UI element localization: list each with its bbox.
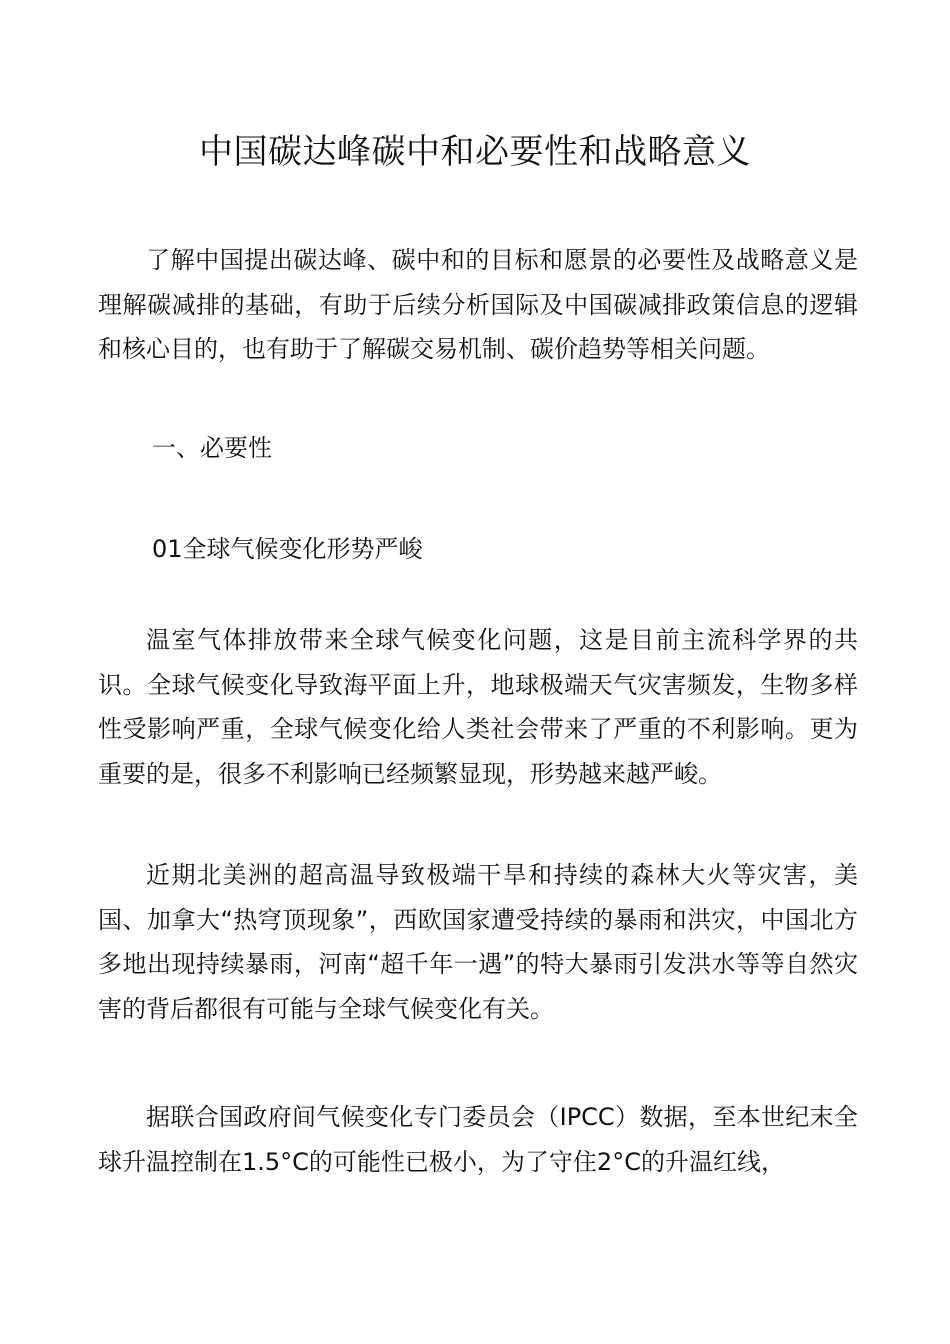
body-paragraph-extreme-weather: 近期北美洲的超高温导致极端干旱和持续的森林大火等灾害，美国、加拿大“热穹顶现象”，西欧国家遭受持续的暴雨和洪灾，中国北方多地出现持续暴雨，河南“超千年一遇”的特大暴雨引发洪水等等自然灾害的背后都很有可能与全球气候变化有关。 xyxy=(98,861,858,1023)
body-paragraph-ipcc-data: 据联合国政府间气候变化专门委员会（IPCC）数据，至本世纪末全球升温控制在1.5°C的可能性已极小，为了守住2°C的升温红线， xyxy=(98,1103,858,1176)
subsection-heading-01: 01全球气候变化形势严峻 xyxy=(152,535,423,563)
body-paragraph-climate-consensus: 温室气体排放带来全球气候变化问题，这是目前主流科学界的共识。全球气候变化导致海平面上升，地球极端天气灾害频发，生物多样性受影响严重，全球气候变化给人类社会带来了严重的不利影响。更为重要的是，很多不利影响已经频繁显现，形势越来越严峻。 xyxy=(98,626,858,788)
intro-paragraph: 了解中国提出碳达峰、碳中和的目标和愿景的必要性及战略意义是理解碳减排的基础，有助于后续分析国际及中国碳减排政策信息的逻辑和核心目的，也有助于了解碳交易机制、碳价趋势等相关问题。 xyxy=(98,246,858,363)
document-title: 中国碳达峰碳中和必要性和战略意义 xyxy=(199,132,751,172)
section-heading-necessity: 一、必要性 xyxy=(152,434,272,462)
